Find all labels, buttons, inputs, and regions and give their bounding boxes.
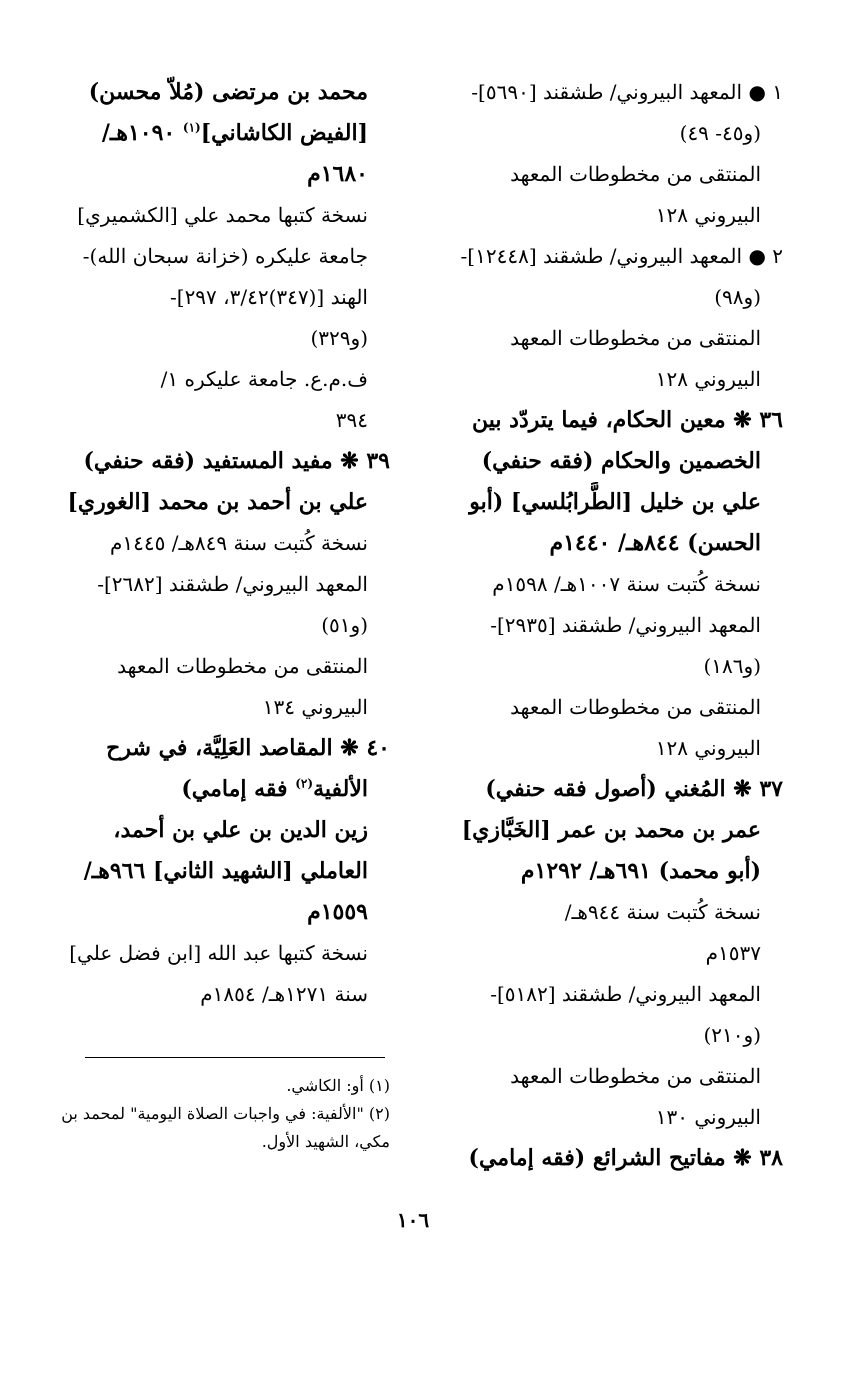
left-column-line (55, 318, 390, 359)
footnote-marker: (٢) (295, 776, 314, 791)
line-text: ١٦٨٠م (307, 161, 368, 187)
line-text: المنتقى من مخطوطات المعهد (117, 654, 368, 678)
line-text: الهند [(٣٤٧)٣/٤٢، ٢٩٧]- (170, 285, 368, 309)
line-text: علي بن خليل [الطَّرابُلسي] (أبو (469, 489, 761, 515)
right-column-line (438, 523, 783, 564)
left-column-line (55, 72, 390, 113)
line-text: الخصمين والحكام (فقه حنفي) (481, 448, 761, 474)
right-column-line (438, 851, 783, 892)
line-text: (و٩٨) (714, 285, 761, 309)
line-text: البيروني ١٢٨ (655, 367, 761, 391)
right-column-line (438, 646, 783, 687)
line-text: ٣٩ ❋ مفيد المستفيد (فقه حنفي) (83, 448, 390, 474)
line-text: [الفيض الكاشاني] (200, 120, 368, 146)
right-column-line (438, 277, 783, 318)
right-column-line (438, 728, 783, 769)
line-text: ١ ● المعهد البيروني/ طشقند [٥٦٩٠]- (471, 80, 783, 104)
line-text: ٣٩٤ (335, 408, 368, 432)
line-text: ٤٠ ❋ المقاصد العَلِيَّة، في شرح (106, 735, 390, 761)
line-text: المنتقى من مخطوطات المعهد (510, 162, 761, 186)
line-text: المنتقى من مخطوطات المعهد (510, 326, 761, 350)
right-column-line (438, 1056, 783, 1097)
line-text: نسخة كُتبت سنة ٨٤٩هـ/ ١٤٤٥م (110, 531, 368, 555)
line-text: نسخة كُتبت سنة ١٠٠٧هـ/ ١٥٩٨م (492, 572, 761, 596)
footnote-2-continued: مكي، الشهيد الأول. (261, 1132, 390, 1151)
footnote-1: (١) أو: الكاشي. (286, 1076, 390, 1095)
right-column-line (438, 236, 783, 277)
right-column-line (438, 933, 783, 974)
line-text: (و٥١) (321, 613, 368, 637)
footnote-divider (85, 1057, 385, 1058)
line-text: ١٥٥٩م (307, 899, 368, 925)
left-column-line (55, 113, 390, 154)
left-column-line (55, 646, 390, 687)
line-text: سنة ١٢٧١هـ/ ١٨٥٤م (200, 982, 368, 1006)
left-column-line (55, 933, 390, 974)
right-column-line (438, 195, 783, 236)
left-column-line (55, 810, 390, 851)
footnote-marker: (١) (182, 120, 201, 135)
left-column-line (55, 482, 390, 523)
right-column-line (438, 974, 783, 1015)
line-text-after: فقه إمامي) (181, 776, 296, 802)
left-column-line (55, 195, 390, 236)
line-text: البيروني ١٣٠ (655, 1105, 761, 1129)
left-column-line (55, 851, 390, 892)
right-column (438, 72, 783, 1179)
line-text: الحسن) ٨٤٤هـ/ ١٤٤٠م (549, 530, 761, 556)
right-column-line (438, 113, 783, 154)
right-column-line (438, 810, 783, 851)
line-text: ٢ ● المعهد البيروني/ طشقند [١٢٤٤٨]- (460, 244, 783, 268)
left-column-line (55, 441, 390, 482)
left-column-line (55, 605, 390, 646)
line-text: (و٤٥- ٤٩) (679, 121, 761, 145)
left-column-line (55, 523, 390, 564)
left-column (55, 72, 390, 1015)
left-column-line (55, 400, 390, 441)
line-text: محمد بن مرتضى (مُلاّ محسن) (88, 79, 368, 105)
right-column-line (438, 687, 783, 728)
left-column-line (55, 769, 390, 810)
line-text: (أبو محمد) ٦٩١هـ/ ١٢٩٢م (520, 858, 761, 884)
line-text: المنتقى من مخطوطات المعهد (510, 1064, 761, 1088)
line-text: علي بن أحمد بن محمد [الغوري] (67, 489, 368, 515)
line-text: العاملي [الشهيد الثاني] ٩٦٦هـ/ (83, 858, 368, 884)
line-text: البيروني ١٢٨ (655, 203, 761, 227)
right-column-line (438, 441, 783, 482)
line-text: ٣٦ ❋ معين الحكام، فيما يتردّد بين (472, 407, 783, 433)
right-column-line (438, 400, 783, 441)
line-text: البيروني ١٢٨ (655, 736, 761, 760)
line-text: (و٢١٠) (703, 1023, 761, 1047)
footnotes (50, 1072, 390, 1156)
right-column-line (438, 769, 783, 810)
line-text: نسخة كتبها محمد علي [الكشميري] (77, 203, 368, 227)
right-column-line (438, 482, 783, 523)
line-text: المعهد البيروني/ طشقند [٢٩٣٥]- (490, 613, 761, 637)
left-column-line (55, 359, 390, 400)
right-column-line (438, 72, 783, 113)
line-text: عمر بن محمد بن عمر [الخَبَّازي] (461, 817, 761, 843)
line-text: نسخة كتبها عبد الله [ابن فضل علي] (69, 941, 368, 965)
right-column-line (438, 318, 783, 359)
right-column-line (438, 154, 783, 195)
page-number: ١٠٦ (396, 1208, 430, 1232)
line-text: جامعة عليكره (خزانة سبحان الله)- (82, 244, 368, 268)
line-text: (و٣٢٩) (310, 326, 368, 350)
line-text-after: ١٠٩٠هـ/ (101, 120, 183, 146)
line-text: ٣٧ ❋ المُغني (أصول فقه حنفي) (485, 776, 783, 802)
left-column-line (55, 892, 390, 933)
line-text: المعهد البيروني/ طشقند [٥١٨٢]- (490, 982, 761, 1006)
left-column-line (55, 974, 390, 1015)
line-text: نسخة كُتبت سنة ٩٤٤هـ/ (564, 900, 761, 924)
left-column-line (55, 277, 390, 318)
left-column-line (55, 564, 390, 605)
left-column-line (55, 687, 390, 728)
right-column-line (438, 1097, 783, 1138)
line-text: (و١٨٦) (703, 654, 761, 678)
line-text: البيروني ١٣٤ (262, 695, 368, 719)
right-column-line (438, 564, 783, 605)
left-column-line (55, 728, 390, 769)
line-text: ٣٨ ❋ مفاتيح الشرائع (فقه إمامي) (468, 1145, 783, 1171)
right-column-line (438, 892, 783, 933)
line-text: ١٥٣٧م (705, 941, 761, 965)
right-column-line (438, 1138, 783, 1179)
line-text: المنتقى من مخطوطات المعهد (510, 695, 761, 719)
line-text: زين الدين بن علي بن أحمد، (113, 817, 368, 843)
right-column-line (438, 1015, 783, 1056)
right-column-line (438, 359, 783, 400)
right-column-line (438, 605, 783, 646)
left-column-line (55, 154, 390, 195)
line-text: المعهد البيروني/ طشقند [٢٦٨٢]- (97, 572, 368, 596)
line-text: ف.م.ع. جامعة عليكره ١/ (160, 367, 368, 391)
left-column-line (55, 236, 390, 277)
footnote-2: (٢) "الألفية: في واجبات الصلاة اليومية" لمحمد بن (61, 1104, 390, 1123)
line-text: الألفية (313, 776, 368, 802)
